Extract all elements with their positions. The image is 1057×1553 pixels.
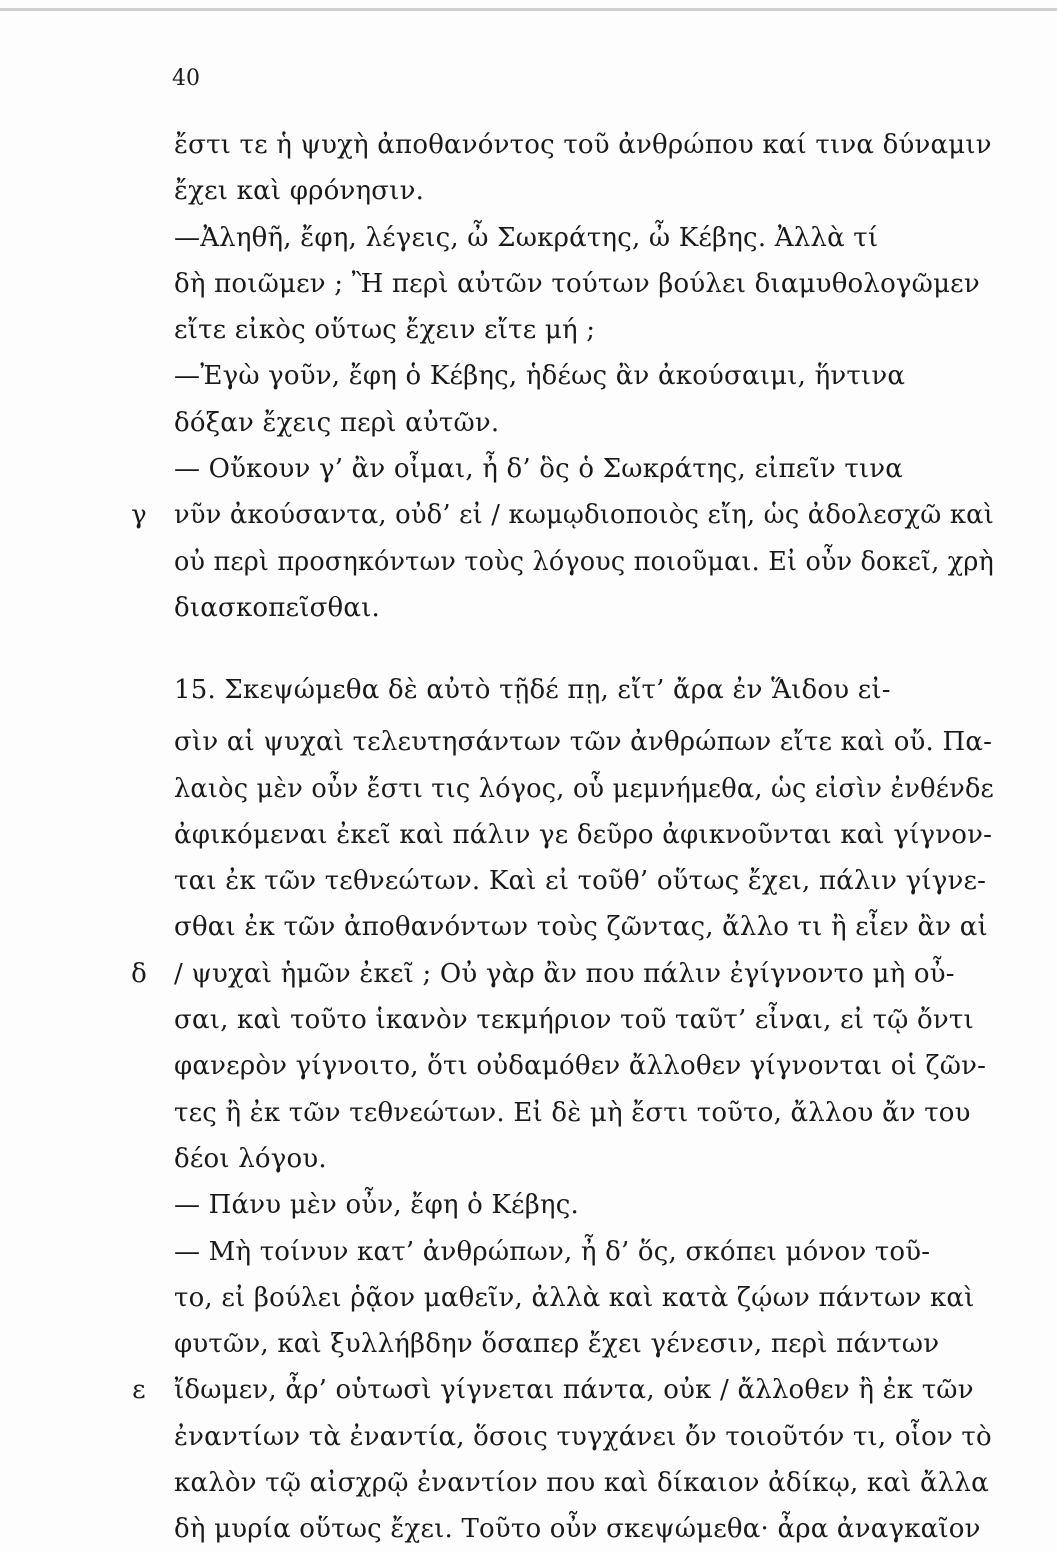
margin-section-mark: δ: [131, 958, 147, 989]
line-text: δὴ ποιῶμεν ; Ἢ περὶ αὐτῶν τούτων βούλει διαμυθολογῶμεν: [174, 268, 980, 299]
line-text: ἔστι τε ἡ ψυχὴ ἀποθανόντος τοῦ ἀνθρώπου καί τινα δύναμιν: [174, 130, 992, 160]
line-text: τες ἢ ἐκ τῶν τεθνεώτων. Εἰ δὲ μὴ ἔστι τοῦτο, ἄλλου ἄν του: [174, 1097, 971, 1128]
line-text: ται ἐκ τῶν τεθνεώτων. Καὶ εἰ τοῦθ’ οὕτως ἔχει, πάλιν γίγνε-: [174, 866, 987, 897]
text-line: [174, 812, 994, 858]
line-text: σὶν αἱ ψυχαὶ τελευτησάντων τῶν ἀνθρώπων εἴτε καὶ οὔ. Πα-: [174, 727, 993, 758]
text-line: [174, 1414, 994, 1460]
text-line: [174, 353, 994, 399]
line-text: ἴδωμεν, ἆρ’ οὑτωσὶ γίγνεται πάντα, οὐκ / ἄλλοθεν ἢ ἐκ τῶν: [174, 1375, 974, 1406]
text-line: [174, 585, 994, 631]
margin-section-mark: γ: [131, 500, 147, 531]
page-number: 40: [172, 66, 200, 91]
text-line: [174, 1275, 994, 1321]
line-text: οὐ περὶ προσηκόντων τοὺς λόγους ποιοῦμαι. Εἰ οὖν δοκεῖ, χρὴ: [174, 546, 994, 577]
text-line: [174, 1182, 994, 1228]
line-text: διασκοπεῖσθαι.: [174, 592, 381, 623]
text-line: [174, 122, 994, 168]
page-body: [131, 122, 995, 1553]
text-line: [174, 631, 994, 719]
line-text: — Πάνυ μὲν οὖν, ἔφη ὁ Κέβης.: [174, 1190, 579, 1221]
text-line: [174, 215, 994, 261]
text-line: [174, 400, 994, 446]
line-text: — Μὴ τοίνυν κατ’ ἀνθρώπων, ἦ δ’ ὅς, σκόπει μόνον τοῦ-: [174, 1236, 931, 1267]
line-text: ἐναντίων τὰ ἐναντία, ὅσοις τυγχάνει ὄν τοιοῦτόν τι, οἷον τὸ: [174, 1421, 992, 1452]
text-line: [174, 997, 994, 1043]
line-text: λαιὸς μὲν οὖν ἔστι τις λόγος, οὗ μεμνήμεθα, ὡς εἰσὶν ἐνθένδε: [174, 773, 995, 804]
text-line: [174, 719, 994, 765]
text-line: [131, 492, 994, 538]
text-line: [174, 1321, 994, 1367]
text-line: [174, 307, 994, 353]
line-text: ἔχει καὶ φρόνησιν.: [174, 176, 425, 207]
line-text: δὴ μυρία οὕτως ἔχει. Τοῦτο οὖν σκεψώμεθα· ἆρα ἀναγκαῖον: [174, 1514, 981, 1545]
line-text: νῦν ἀκούσαντα, οὐδ’ εἰ / κωμῳδιοποιὸς εἴη, ὡς ἀδολεσχῶ καὶ: [174, 500, 994, 531]
text-line: [174, 539, 994, 585]
line-text: φανερὸν γίγνοιτο, ὅτι οὐδαμόθεν ἄλλοθεν γίγνονται οἱ ζῶν-: [174, 1051, 987, 1082]
line-text: / ψυχαὶ ἡμῶν ἐκεῖ ; Οὐ γὰρ ἂν που πάλιν ἐγίγνοντο μὴ οὖ-: [174, 958, 955, 989]
line-text: — Οὔκουν γ’ ἂν οἶμαι, ἦ δ’ ὃς ὁ Σωκράτης, εἰπεῖν τινα: [174, 454, 904, 485]
line-text: 15. Σκεψώμεθα δὲ αὐτὸ τῇδέ πῃ, εἴτ’ ἄρα ἐν Ἅιδου εἰ-: [174, 675, 891, 706]
text-line: [174, 1229, 994, 1275]
text-line: [174, 1090, 994, 1136]
text-line: [174, 904, 994, 950]
line-text: καλὸν τῷ αἰσχρῷ ἐναντίον που καὶ δίκαιον ἀδίκῳ, καὶ ἄλλα: [174, 1468, 989, 1499]
text-line: [174, 168, 994, 214]
text-line: [174, 1506, 994, 1552]
line-text: ἀφικόμεναι ἐκεῖ καὶ πάλιν γε δεῦρο ἀφικνοῦνται καὶ γίγνον-: [174, 819, 993, 850]
line-text: δέοι λόγου.: [174, 1143, 327, 1174]
line-text: δόξαν ἔχεις περὶ αὐτῶν.: [174, 407, 500, 438]
line-text: φυτῶν, καὶ ξυλλήβδην ὅσαπερ ἔχει γένεσιν, περὶ πάντων: [174, 1329, 940, 1360]
text-line: [174, 766, 994, 812]
text-line: [174, 1043, 994, 1089]
line-text: εἴτε εἰκὸς οὕτως ἔχειν εἴτε μή ;: [174, 315, 596, 346]
margin-section-mark: ε: [132, 1375, 146, 1406]
text-line: [174, 446, 994, 492]
line-text: —Ἐγὼ γοῦν, ἔφη ὁ Κέβης, ἡδέως ἂν ἀκούσαιμι, ἥντινα: [174, 361, 906, 392]
text-line: [131, 951, 994, 997]
top-scan-edge: [0, 8, 1057, 11]
line-text: σαι, καὶ τοῦτο ἱκανὸν τεκμήριον τοῦ ταῦτ’ εἶναι, εἰ τῷ ὄντι: [174, 1005, 974, 1036]
text-line: [174, 1460, 994, 1506]
text-line: [132, 1367, 994, 1413]
text-line: [174, 261, 994, 307]
line-text: —Ἀληθῆ, ἔφη, λέγεις, ὦ Σωκράτης, ὦ Κέβης. Ἀλλὰ τί: [174, 222, 879, 253]
line-text: σθαι ἐκ τῶν ἀποθανόντων τοὺς ζῶντας, ἄλλο τι ἢ εἶεν ἂν αἱ: [174, 912, 988, 943]
text-line: [174, 858, 994, 904]
line-text: το, εἰ βούλει ῥᾷον μαθεῖν, ἀλλὰ καὶ κατὰ ζῴων πάντων καὶ: [174, 1282, 975, 1313]
text-line: [174, 1136, 994, 1182]
